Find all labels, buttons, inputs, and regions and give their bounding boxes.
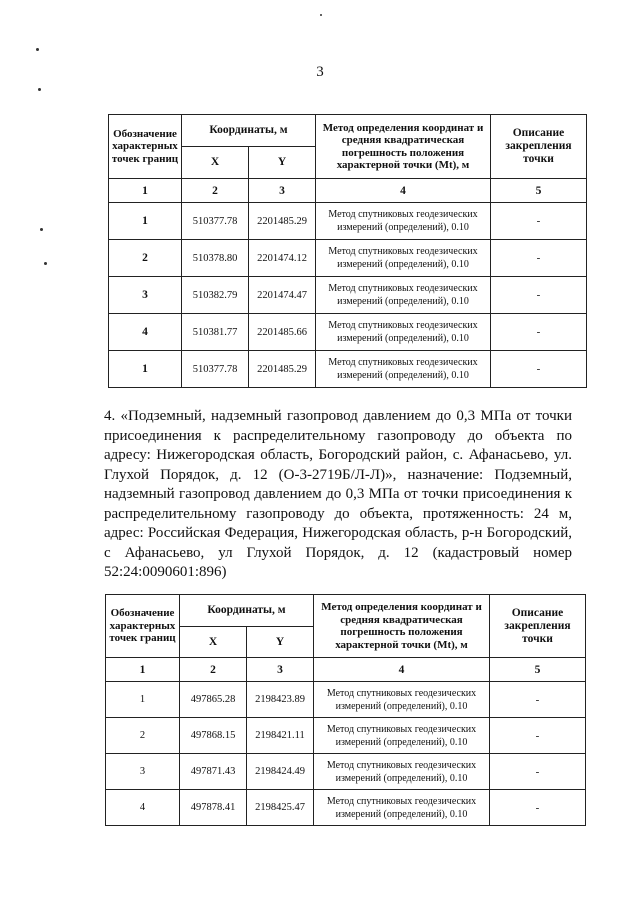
header-coordinates: Координаты, м [182,115,316,147]
header-x: X [180,627,247,658]
coordinates-table-2 [105,594,586,826]
y-value: 2201474.12 [249,240,316,277]
description-value: - [491,240,587,277]
point-id: 2 [106,718,180,754]
point-id: 2 [109,240,182,277]
description-value: - [490,682,586,718]
x-value: 497871.43 [180,754,247,790]
point-id: 3 [106,754,180,790]
header-designation: Обозначение характерных точек границ [109,115,182,179]
table-row [106,682,586,718]
method-value: Метод спутниковых геодезических измерений (определений), 0.10 [316,240,491,277]
header-y: Y [249,147,316,179]
header-description: Описание закрепления точки [490,595,586,658]
method-value: Метод спутниковых геодезических измерений (определений), 0.10 [316,351,491,388]
table-row [109,351,587,388]
scan-speck [38,88,41,91]
header-coordinates: Координаты, м [180,595,314,627]
x-value: 510377.78 [182,351,249,388]
page-number: 3 [316,64,324,80]
header-method: Метод определения координат и средняя квадратическая погрешность положения характерной точки (Mt), м [314,595,490,658]
x-value: 510381.77 [182,314,249,351]
header-designation: Обозначение характерных точек границ [106,595,180,658]
y-value: 2198423.89 [247,682,314,718]
scan-speck [44,262,47,265]
column-index: 4 [314,658,490,682]
scan-speck [40,228,43,231]
x-value: 497878.41 [180,790,247,826]
table-row [106,718,586,754]
description-value: - [491,351,587,388]
table-row [109,203,587,240]
scan-speck [36,48,39,51]
table-row [106,754,586,790]
y-value: 2198424.49 [247,754,314,790]
x-value: 510378.80 [182,240,249,277]
point-id: 1 [109,203,182,240]
method-value: Метод спутниковых геодезических измерений (определений), 0.10 [314,754,490,790]
scan-speck [320,14,322,16]
x-value: 497865.28 [180,682,247,718]
column-index: 1 [106,658,180,682]
y-value: 2201485.29 [249,203,316,240]
y-value: 2201485.66 [249,314,316,351]
column-index: 4 [316,179,491,203]
point-id: 1 [109,351,182,388]
point-id: 4 [109,314,182,351]
description-value: - [490,790,586,826]
description-value: - [491,314,587,351]
table-row [109,314,587,351]
description-value: - [491,277,587,314]
method-value: Метод спутниковых геодезических измерений (определений), 0.10 [316,203,491,240]
header-method: Метод определения координат и средняя квадратическая погрешность положения характерной точки (Mt), м [316,115,491,179]
column-index: 1 [109,179,182,203]
object-description-paragraph: 4. «Подземный, надземный газопровод давлением до 0,3 МПа от точки присоединения к распределительному газопроводу до объекта по адресу: Нижегородская область, Богородский район, с. Афанасьево, ул. Глухой Порядок, д. 12 (О-3-2719Б/Л-Л)», назначение: Подземный, надземный газопровод давлением до 0,3 МПа от точки присоединения к распределительному газопроводу до объекта, протяженность: 24 м, адрес: Российская Федерация, Нижегородская область, р-н Богородский, с Афанасьево, ул Глухой Порядок, д. 12 (кадастровый номер 52:24:0090601:896) [104,408,572,580]
method-value: Метод спутниковых геодезических измерений (определений), 0.10 [316,277,491,314]
y-value: 2201474.47 [249,277,316,314]
x-value: 497868.15 [180,718,247,754]
header-y: Y [247,627,314,658]
header-x: X [182,147,249,179]
table-row [106,790,586,826]
description-value: - [490,718,586,754]
coordinates-table-1 [108,114,587,388]
y-value: 2198421.11 [247,718,314,754]
y-value: 2198425.47 [247,790,314,826]
method-value: Метод спутниковых геодезических измерений (определений), 0.10 [314,682,490,718]
point-id: 3 [109,277,182,314]
table-row [109,277,587,314]
column-index: 2 [182,179,249,203]
column-index: 3 [247,658,314,682]
method-value: Метод спутниковых геодезических измерений (определений), 0.10 [316,314,491,351]
method-value: Метод спутниковых геодезических измерений (определений), 0.10 [314,718,490,754]
column-index: 5 [490,658,586,682]
column-index: 5 [491,179,587,203]
method-value: Метод спутниковых геодезических измерений (определений), 0.10 [314,790,490,826]
y-value: 2201485.29 [249,351,316,388]
description-value: - [491,203,587,240]
x-value: 510382.79 [182,277,249,314]
point-id: 1 [106,682,180,718]
header-description: Описание закрепления точки [491,115,587,179]
column-index: 2 [180,658,247,682]
point-id: 4 [106,790,180,826]
description-value: - [490,754,586,790]
column-index: 3 [249,179,316,203]
x-value: 510377.78 [182,203,249,240]
table-row [109,240,587,277]
